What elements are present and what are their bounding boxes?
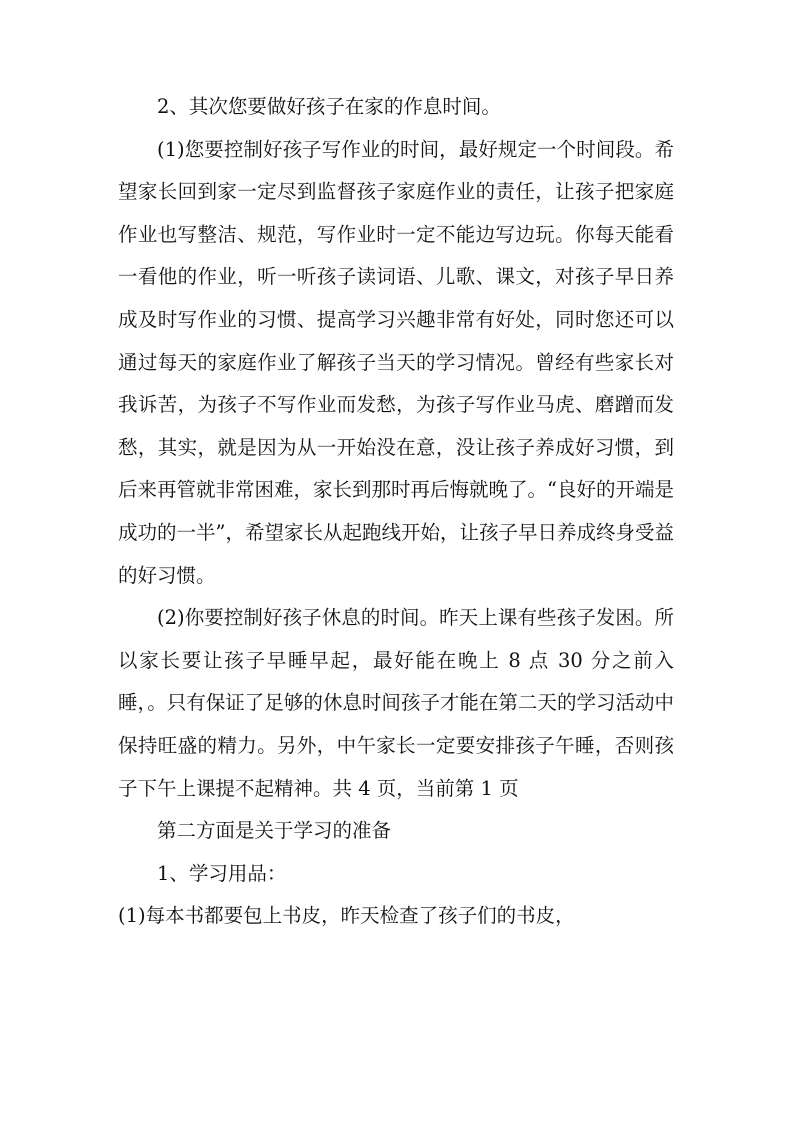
document-body <box>118 86 674 938</box>
paragraph-homework-time: (1)您要控制好孩子写作业的时间，最好规定一个时间段。希望家长回到家一定尽到监督孩子家庭作业的责任，让孩子把家庭作业也写整洁、规范，写作业时一定不能边写边玩。你每天能看一看他的作业，听一听孩子读词语、儿歌、课文，对孩子早日养成及时写作业的习惯、提高学习兴趣非常有好处，同时您还可以通过每天的家庭作业了解孩子当天的学习情况。曾经有些家长对我诉苦，为孩子不写作业而发愁，为孩子写作业马虎、磨蹭而发愁，其实，就是因为从一开始没在意，没让孩子养成好习惯，到后来再管就非常困难，家长到那时再后悔就晚了。“良好的开端是成功的一半”，希望家长从起跑线开始，让孩子早日养成终身受益的好习惯。 <box>118 137 674 587</box>
subheading-study-supplies: 1、学习用品： <box>157 861 287 885</box>
section-heading-study-preparation: 第二方面是关于学习的准备 <box>157 819 392 843</box>
paragraph-rest-time: (2)你要控制好孩子休息的时间。昨天上课有些孩子发困。所以家长要让孩子早睡早起，最好能在晚上 8 点 30 分之前入睡，。只有保证了足够的休息时间孩子才能在第二天的学习活动中保持旺盛的精力。另外，中午家长一定要安排孩子午睡，否则孩子下午上课提不起精神。共 4 页，当前第 1 页 <box>118 606 674 800</box>
paragraph-book-covers: (1)每本书都要包上书皮，昨天检查了孩子们的书皮， <box>118 904 575 928</box>
paragraph-rest-schedule-heading: 2、其次您要做好孩子在家的作息时间。 <box>157 95 501 118</box>
